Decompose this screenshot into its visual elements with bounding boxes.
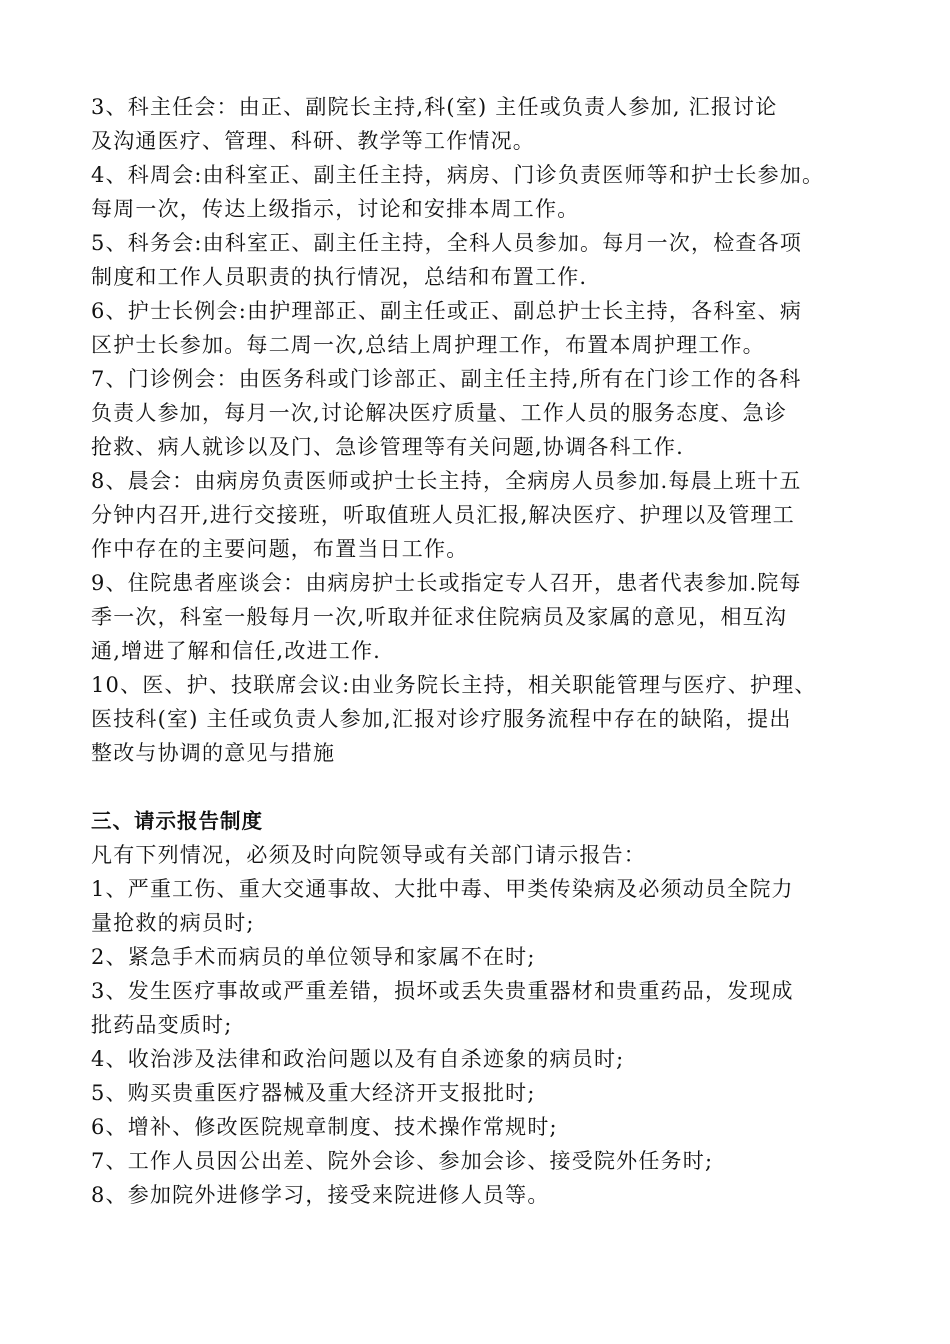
text-line: 通,增进了解和信任,改进工作.: [91, 639, 382, 663]
text-line: 6、护士长例会:由护理部正、副主任或正、副总护士长主持，各科室、病: [91, 299, 803, 323]
report-item-6: [91, 1110, 881, 1144]
section-spacer: [91, 770, 881, 804]
text-line: 8、晨会：由病房负责医师或护士长主持，全病房人员参加.每晨上班十五: [91, 469, 802, 493]
text-line: 7、工作人员因公出差、院外会诊、参加会诊、接受院外任务时;: [91, 1149, 714, 1173]
text-line: 作中存在的主要问题，布置当日工作。: [91, 537, 469, 561]
meeting-item-7: [91, 362, 881, 464]
text-line: 负责人参加，每月一次,讨论解决医疗质量、工作人员的服务态度、急诊: [91, 401, 788, 425]
report-item-2: [91, 940, 881, 974]
report-item-4: [91, 1042, 881, 1076]
meeting-item-4: [91, 158, 881, 226]
text-line: 批药品变质时;: [91, 1013, 233, 1037]
section-intro: 凡有下列情况，必须及时向院领导或有关部门请示报告：: [91, 843, 646, 867]
text-line: 7、门诊例会：由医务科或门诊部正、副主任主持,所有在门诊工作的各科: [91, 367, 802, 391]
meeting-item-5: [91, 226, 881, 294]
text-line: 2、紧急手术而病员的单位领导和家属不在时;: [91, 945, 536, 969]
meeting-item-3: [91, 90, 881, 158]
text-line: 每周一次，传达上级指示，讨论和安排本周工作。: [91, 197, 580, 221]
report-item-7: [91, 1144, 881, 1178]
report-item-5: [91, 1076, 881, 1110]
text-line: 5、科务会:由科室正、副主任主持，全科人员参加。每月一次，检查各项: [91, 231, 803, 255]
document-body: [91, 90, 881, 1212]
text-line: 3、发生医疗事故或严重差错，损坏或丢失贵重器材和贵重药品，发现成: [91, 979, 794, 1003]
text-line: 量抢救的病员时;: [91, 911, 255, 935]
text-line: 及沟通医疗、管理、科研、教学等工作情况。: [91, 129, 535, 153]
text-line: 抢救、病人就诊以及门、急诊管理等有关问题,协调各科工作.: [91, 435, 684, 459]
text-line: 9、住院患者座谈会：由病房护士长或指定专人召开，患者代表参加.院每: [91, 571, 802, 595]
text-line: 区护士长参加。每二周一次,总结上周护理工作，布置本周护理工作。: [91, 333, 765, 357]
text-line: 8、参加院外进修学习，接受来院进修人员等。: [91, 1183, 550, 1207]
meeting-item-9: [91, 566, 881, 668]
report-list: [91, 872, 881, 1212]
text-line: 3、科主任会：由正、副院长主持,科(室) 主任或负责人参加, 汇报讨论: [91, 95, 778, 119]
meeting-item-6: [91, 294, 881, 362]
text-line: 医技科(室) 主任或负责人参加,汇报对诊疗服务流程中存在的缺陷，提出: [91, 707, 792, 731]
report-item-1: [91, 872, 881, 940]
text-line: 4、科周会:由科室正、副主任主持，病房、门诊负责医师等和护士长参加。: [91, 163, 825, 187]
meeting-item-8: [91, 464, 881, 566]
text-line: 整改与协调的意见与措施: [91, 741, 336, 765]
text-line: 4、收治涉及法律和政治问题以及有自杀迹象的病员时;: [91, 1047, 625, 1071]
text-line: 季一次，科室一般每月一次,听取并征求住院病员及家属的意见，相互沟: [91, 605, 788, 629]
text-line: 制度和工作人员职责的执行情况，总结和布置工作.: [91, 265, 588, 289]
text-line: 5、购买贵重医疗器械及重大经济开支报批时;: [91, 1081, 536, 1105]
text-line: 6、增补、修改医院规章制度、技术操作常规时;: [91, 1115, 558, 1139]
section-heading: 三、请示报告制度: [91, 809, 263, 833]
report-item-8: [91, 1178, 881, 1212]
meeting-item-10: [91, 668, 881, 770]
meetings-list: [91, 90, 881, 770]
report-item-3: [91, 974, 881, 1042]
text-line: 1、严重工伤、重大交通事故、大批中毒、甲类传染病及必须动员全院力: [91, 877, 794, 901]
text-line: 10、医、护、技联席会议:由业务院长主持，相关职能管理与医疗、护理、: [91, 673, 817, 697]
text-line: 分钟内召开,进行交接班，听取值班人员汇报,解决医疗、护理以及管理工: [91, 503, 795, 527]
